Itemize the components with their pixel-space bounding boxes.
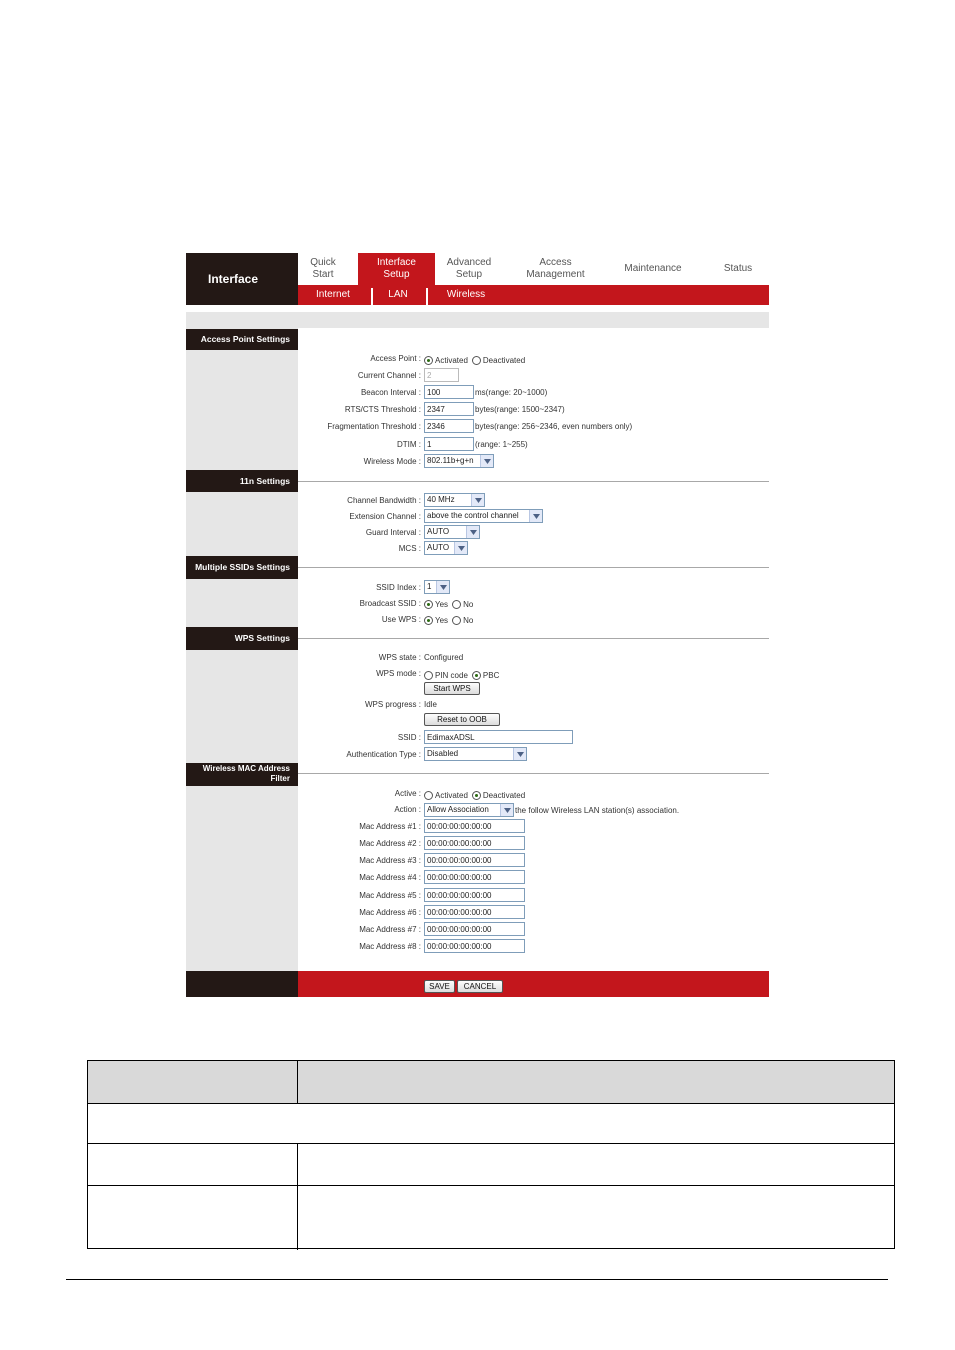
mac-address-input-6[interactable]: 00:00:00:00:00:00 xyxy=(424,905,525,919)
mcs-select[interactable] xyxy=(424,541,468,555)
mac-address-label: Mac Address #3 : xyxy=(359,856,421,865)
mac-action-note: the follow Wireless LAN station(s) association. xyxy=(515,805,680,815)
mac-address-label: Mac Address #6 : xyxy=(359,908,421,917)
reset-to-oob-button[interactable]: Reset to OOB xyxy=(424,713,500,726)
tab-maintenance[interactable] xyxy=(608,253,698,285)
chevron-down-icon xyxy=(471,494,484,506)
wps-progress-value: Idle xyxy=(424,700,437,709)
fragmentation-threshold-label: Fragmentation Threshold : xyxy=(327,422,421,431)
access-point-label: Access Point : xyxy=(370,354,421,363)
dtim-input[interactable]: 1 xyxy=(424,437,474,451)
section-divider xyxy=(298,773,769,774)
chevron-down-icon xyxy=(500,804,513,816)
mac-address-input-5[interactable]: 00:00:00:00:00:00 xyxy=(424,888,525,902)
radio-label: Yes xyxy=(435,599,449,609)
radio-label: Activated xyxy=(435,355,468,365)
dtim-note: (range: 1~255) xyxy=(475,439,528,449)
tab-label: Status xyxy=(723,263,753,274)
tab-label: Management xyxy=(526,269,585,280)
authentication-type-label: Authentication Type : xyxy=(346,750,421,759)
tab-label: Maintenance xyxy=(624,263,682,274)
section-header-line: Filter xyxy=(270,774,290,783)
mac-address-label: Mac Address #2 : xyxy=(359,839,421,848)
mac-address-input-4[interactable]: 00:00:00:00:00:00 xyxy=(424,870,525,884)
start-wps-button[interactable]: Start WPS xyxy=(424,682,480,695)
subtab-divider xyxy=(426,288,428,305)
current-channel-label: Current Channel : xyxy=(357,371,421,380)
chevron-down-icon xyxy=(454,542,467,554)
mac-address-input-2[interactable]: 00:00:00:00:00:00 xyxy=(424,836,525,850)
content-top-strip xyxy=(186,312,769,328)
ssid-label: SSID : xyxy=(397,733,421,742)
section-divider xyxy=(298,638,769,639)
subtab-wireless[interactable]: Wireless xyxy=(446,289,486,300)
tab-label: Quick xyxy=(310,257,336,268)
section-header-access-point: Access Point Settings xyxy=(186,329,298,350)
guard-interval-select[interactable] xyxy=(424,525,480,539)
radio-label: Activated xyxy=(435,790,468,800)
use-wps-no-radio[interactable] xyxy=(452,616,461,625)
extension-channel-select[interactable] xyxy=(424,509,543,523)
wireless-mode-label: Wireless Mode : xyxy=(363,457,421,466)
tab-quick-start[interactable] xyxy=(298,253,348,285)
broadcast-ssid-label: Broadcast SSID : xyxy=(359,599,421,608)
ssid-input[interactable]: EdimaxADSL xyxy=(424,730,573,744)
section-header-line: Wireless MAC Address xyxy=(202,764,290,773)
subtab-lan[interactable]: LAN xyxy=(388,289,408,300)
section-header-wps: WPS Settings xyxy=(186,627,298,650)
tab-label: Setup xyxy=(455,269,483,280)
select-value: 802.11b+g+n xyxy=(427,456,474,465)
tab-label: Start xyxy=(312,269,334,280)
mcs-label: MCS : xyxy=(398,544,421,553)
select-value: Disabled xyxy=(427,749,459,758)
mac-address-label: Mac Address #4 : xyxy=(359,873,421,882)
wps-state-label: WPS state : xyxy=(378,653,421,662)
broadcast-ssid-no-radio[interactable] xyxy=(452,600,461,609)
wps-mode-pbc-radio[interactable] xyxy=(472,671,481,680)
table-divider xyxy=(88,1143,894,1144)
mac-address-label: Mac Address #7 : xyxy=(359,925,421,934)
mac-address-label: Mac Address #5 : xyxy=(359,891,421,900)
section-header-11n: 11n Settings xyxy=(186,470,298,492)
select-value: Allow Association xyxy=(427,805,489,814)
chevron-down-icon xyxy=(436,581,449,593)
beacon-interval-label: Beacon Interval : xyxy=(360,388,421,397)
page-footer-rule xyxy=(66,1279,888,1280)
tab-label: Access xyxy=(539,257,572,268)
mac-address-input-3[interactable]: 00:00:00:00:00:00 xyxy=(424,853,525,867)
sub-nav xyxy=(298,285,769,305)
current-channel-field: 2 xyxy=(424,368,459,382)
table-divider xyxy=(297,1061,298,1103)
mac-action-select[interactable] xyxy=(424,803,514,817)
use-wps-label: Use WPS : xyxy=(381,615,421,624)
radio-label: No xyxy=(463,615,474,625)
save-button[interactable]: SAVE xyxy=(424,980,455,993)
tab-access-management[interactable] xyxy=(508,253,603,285)
wps-mode-label: WPS mode : xyxy=(376,669,421,678)
table-header-row xyxy=(88,1061,894,1104)
radio-label: Deactivated xyxy=(482,790,526,800)
channel-bandwidth-select[interactable] xyxy=(424,493,485,507)
rts-threshold-input[interactable]: 2347 xyxy=(424,402,474,416)
cancel-button[interactable]: CANCEL xyxy=(457,980,503,993)
mac-address-input-8[interactable]: 00:00:00:00:00:00 xyxy=(424,939,525,953)
radio-label: PBC xyxy=(482,670,500,680)
select-value: AUTO xyxy=(427,543,450,552)
mac-address-label: Mac Address #8 : xyxy=(359,942,421,951)
tab-interface-setup[interactable] xyxy=(358,253,435,285)
router-config-panel xyxy=(186,253,769,997)
wps-mode-pin-radio[interactable] xyxy=(424,671,433,680)
access-point-deactivated-radio[interactable] xyxy=(472,356,481,365)
beacon-interval-input[interactable]: 100 xyxy=(424,385,474,399)
access-point-activated-radio[interactable] xyxy=(424,356,433,365)
extension-channel-label: Extension Channel : xyxy=(349,512,421,521)
fragmentation-threshold-note: bytes(range: 256~2346, even numbers only) xyxy=(475,421,633,431)
tab-label: Advanced xyxy=(446,257,492,268)
select-value: 1 xyxy=(427,582,432,591)
fragmentation-threshold-input[interactable]: 2346 xyxy=(424,419,474,433)
mac-address-input-7[interactable]: 00:00:00:00:00:00 xyxy=(424,922,525,936)
rts-threshold-label: RTS/CTS Threshold : xyxy=(344,405,421,414)
broadcast-ssid-yes-radio[interactable] xyxy=(424,600,433,609)
rts-threshold-note: bytes(range: 1500~2347) xyxy=(475,404,565,414)
wps-state-value: Configured xyxy=(424,653,464,662)
select-value: AUTO xyxy=(427,527,450,536)
channel-bandwidth-label: Channel Bandwidth : xyxy=(347,496,421,505)
tab-label: Setup xyxy=(383,269,410,280)
ssid-index-select[interactable] xyxy=(424,580,450,594)
mac-address-input-1[interactable]: 00:00:00:00:00:00 xyxy=(424,819,525,833)
beacon-interval-note: ms(range: 20~1000) xyxy=(475,387,548,397)
section-divider xyxy=(298,567,769,568)
radio-label: Deactivated xyxy=(482,355,526,365)
select-value: above the control channel xyxy=(427,511,519,520)
logo: Interface xyxy=(186,253,298,305)
guard-interval-label: Guard Interval : xyxy=(365,528,421,537)
ssid-index-label: SSID Index : xyxy=(376,583,421,592)
mac-filter-deactivated-radio[interactable] xyxy=(472,791,481,800)
tab-label: Interface xyxy=(377,257,416,268)
wireless-mode-select[interactable] xyxy=(424,454,494,468)
footer-left-block xyxy=(186,971,298,997)
section-divider xyxy=(298,481,769,482)
table-divider xyxy=(297,1143,298,1250)
mac-active-label: Active : xyxy=(394,789,421,798)
mac-action-label: Action : xyxy=(394,805,421,814)
tab-status[interactable] xyxy=(703,253,773,285)
chevron-down-icon xyxy=(480,455,493,467)
tab-advanced-setup[interactable] xyxy=(435,253,503,285)
authentication-type-select[interactable] xyxy=(424,747,527,761)
radio-label: PIN code xyxy=(435,670,468,680)
subtab-internet[interactable]: Internet xyxy=(316,289,350,300)
description-table xyxy=(87,1060,895,1249)
section-header-mac-filter xyxy=(186,763,298,786)
chevron-down-icon xyxy=(529,510,542,522)
select-value: 40 MHz xyxy=(427,495,455,504)
use-wps-yes-radio[interactable] xyxy=(424,616,433,625)
chevron-down-icon xyxy=(513,748,526,760)
section-header-multiple-ssids: Multiple SSIDs Settings xyxy=(186,556,298,579)
mac-filter-activated-radio[interactable] xyxy=(424,791,433,800)
radio-label: No xyxy=(463,599,474,609)
chevron-down-icon xyxy=(466,526,479,538)
mac-address-label: Mac Address #1 : xyxy=(359,822,421,831)
footer-bar xyxy=(186,971,769,997)
table-divider xyxy=(88,1185,894,1186)
subtab-divider xyxy=(371,288,373,305)
wps-progress-label: WPS progress : xyxy=(364,700,421,709)
main-nav xyxy=(298,253,769,285)
dtim-label: DTIM : xyxy=(397,440,421,449)
radio-label: Yes xyxy=(435,615,449,625)
